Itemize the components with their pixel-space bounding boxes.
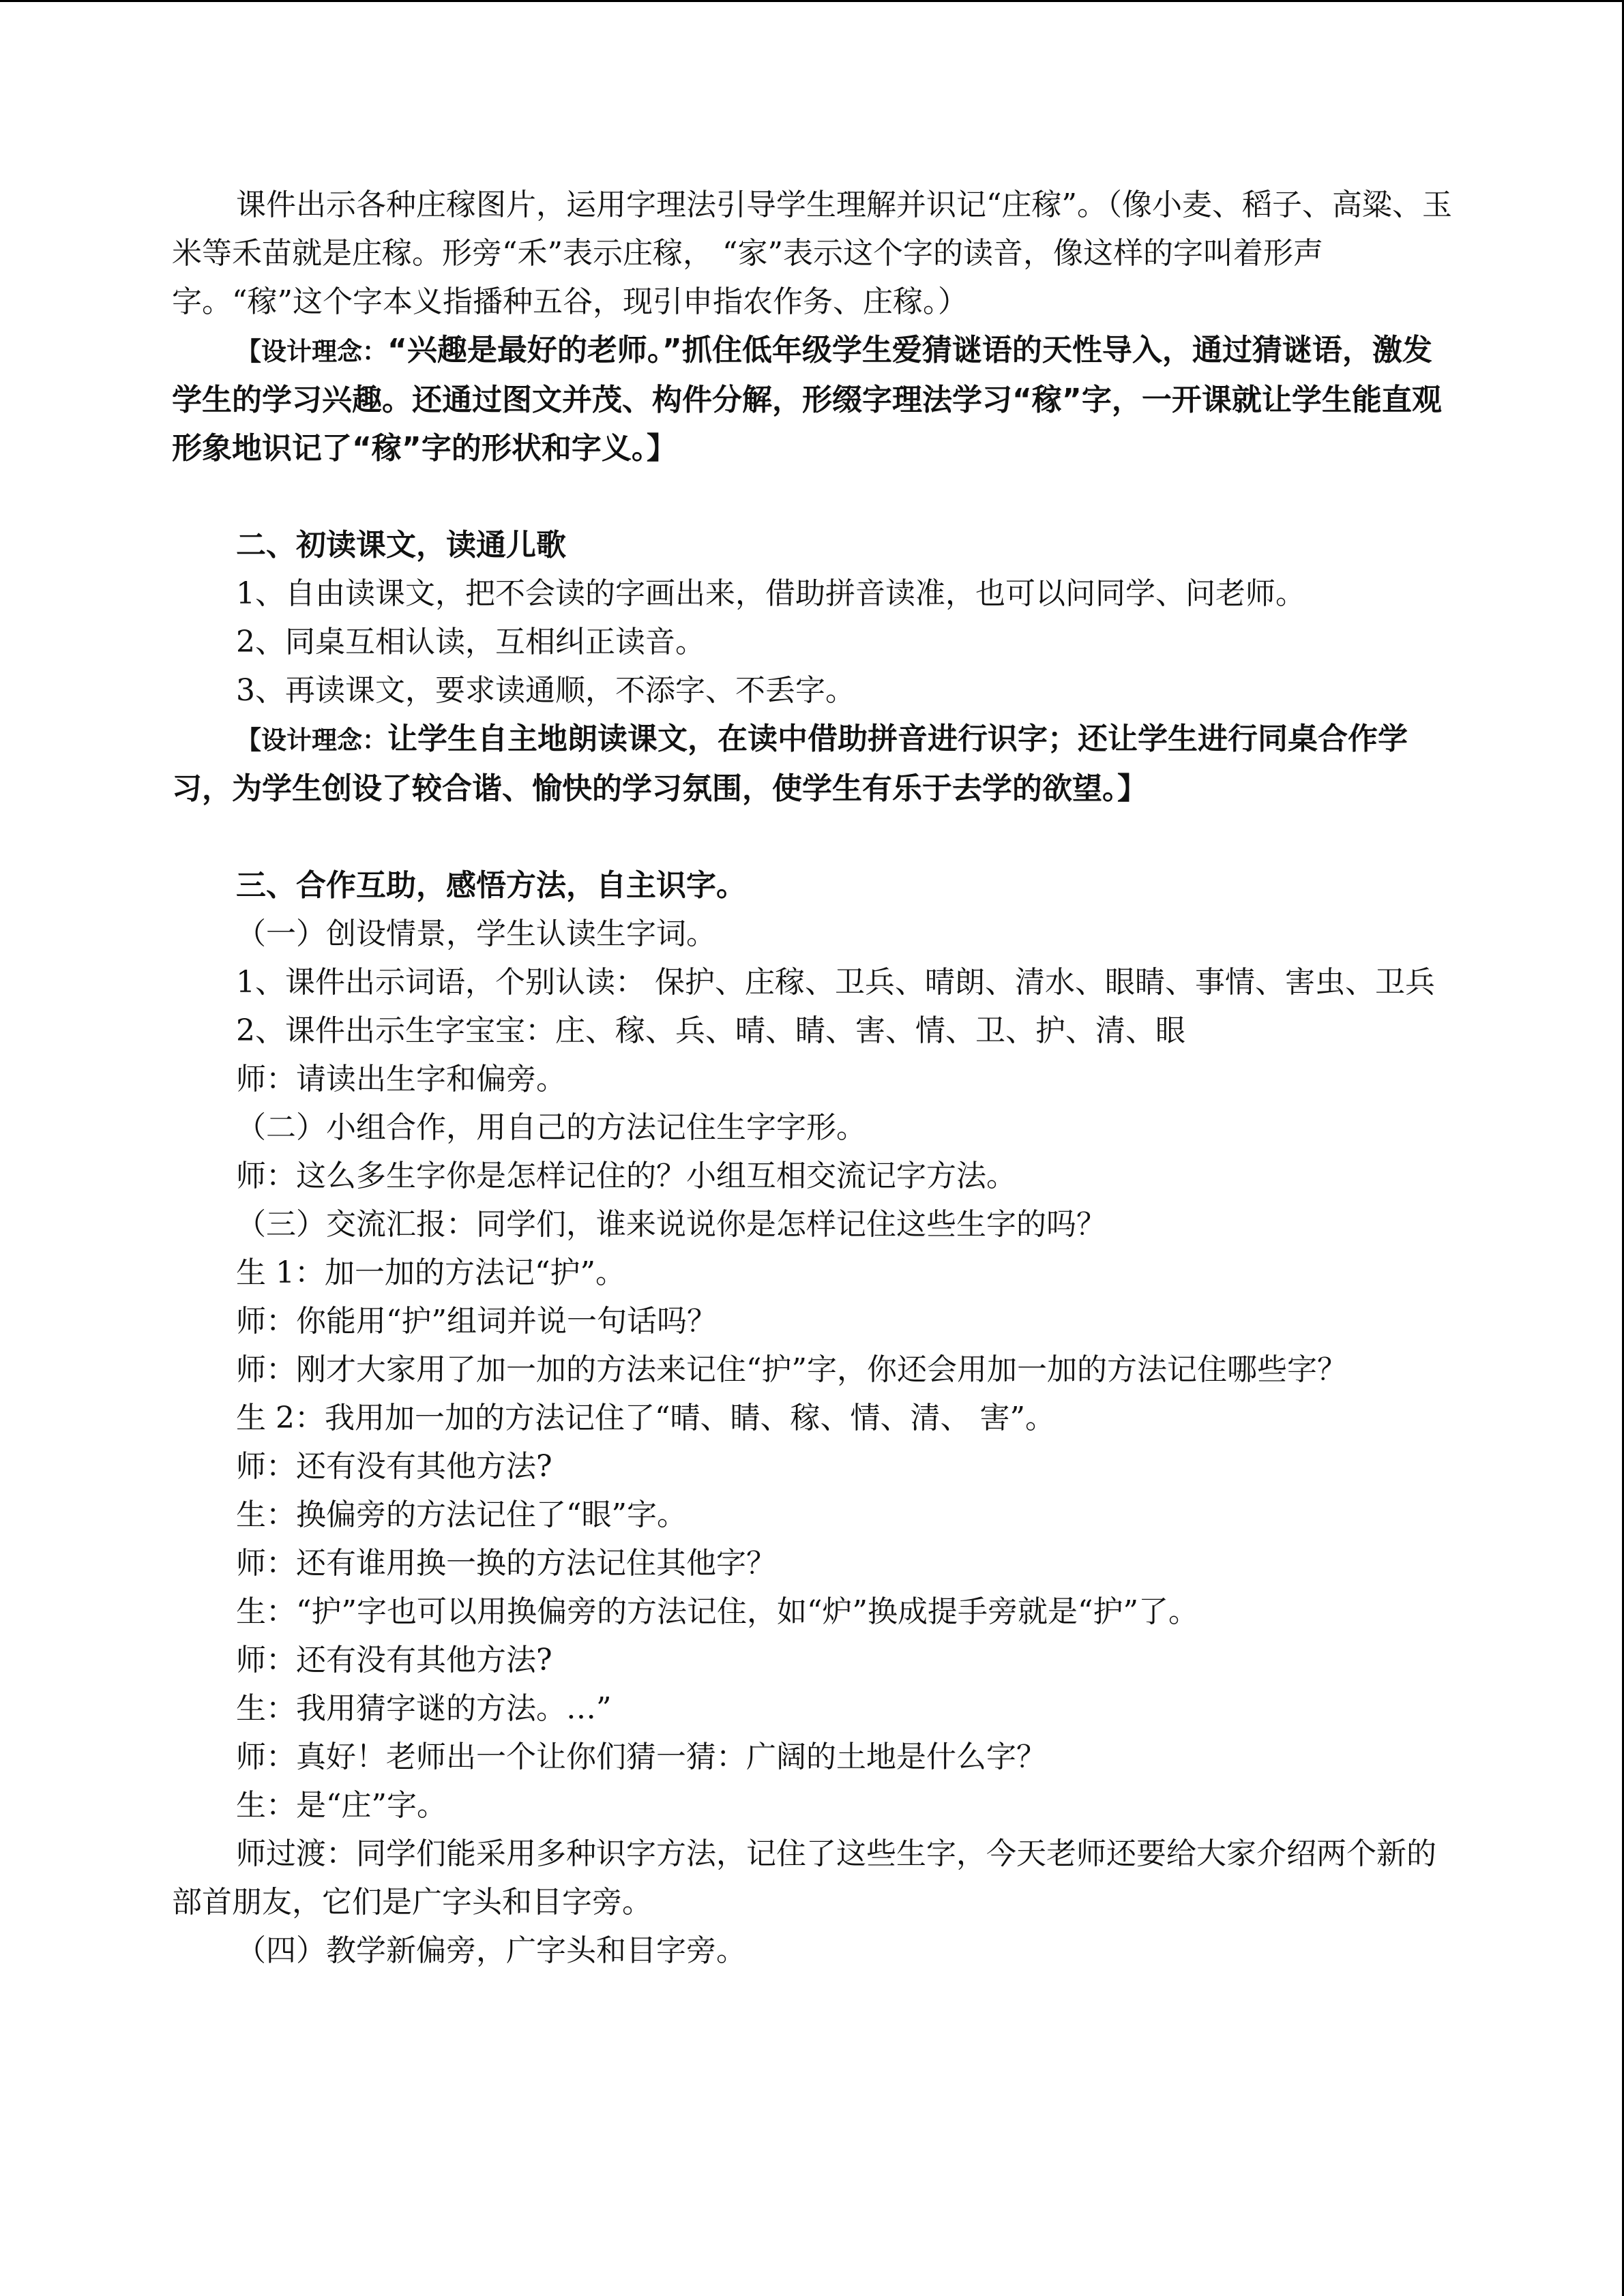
spacer (172, 473, 1454, 521)
design-note-2 (172, 715, 1454, 813)
section-2-line: 2、同桌互相认读，互相纠正读音。 (236, 625, 705, 659)
spacer (172, 813, 1454, 861)
section-3-line: 师过渡：同学们能采用多种识字方法，记住了这些生字，今天老师还要给大家介绍两个新的部首朋友，它们是广字头和目字旁。 (172, 1836, 1436, 1920)
section-3-subheading: （一）创设情景，学生认读生字词。 (236, 916, 716, 951)
section-2-heading: 二、初读课文，读通儿歌 (236, 528, 566, 563)
document-body (172, 181, 1454, 1975)
section-3-line: 生：“护”字也可以用换偏旁的方法记住，如“炉”换成提手旁就是“护”了。 (236, 1594, 1198, 1629)
design-note-2-tag: 【设计理念： (236, 726, 387, 755)
design-note-1-body: “兴趣是最好的老师。”抓住低年级学生爱猜谜语的天性导入，通过猜谜语，激发学生的学习兴趣。还通过图文并茂、构件分解，形缀字理法学习“稼”字，一开课就让学生能直观形象地识记了“稼”字的形状和字义。】 (172, 333, 1442, 466)
section-3-line: 师：你能用“护”组词并说一句话吗？ (236, 1304, 717, 1339)
design-note-1 (172, 326, 1454, 473)
section-3-line: 师：真好！老师出一个让你们猜一猜：广阔的土地是什么字？ (236, 1740, 1046, 1774)
section-3-subheading: （三）交流汇报：同学们，谁来说说你是怎样记住这些生字的吗？ (236, 1207, 1106, 1242)
section-3-line: 生 1：加一加的方法记“护”。 (236, 1255, 625, 1290)
section-3-line: 师：还有谁用换一换的方法记住其他字？ (236, 1546, 776, 1581)
section-3-line: 生：换偏旁的方法记住了“眼”字。 (236, 1497, 687, 1532)
design-note-2-body: 让学生自主地朗读课文，在读中借助拼音进行识字；还让学生进行同桌合作学习，为学生创设了较合谐、愉快的学习氛围，使学生有乐于去学的欲望。】 (172, 721, 1408, 806)
section-3-line: 师：还有没有其他方法? (236, 1449, 552, 1484)
section-2-line: 1、自由读课文，把不会读的字画出来，借助拼音读准，也可以问同学、问老师。 (236, 576, 1305, 611)
section-3-line: 生：我用猜字谜的方法。…” (236, 1691, 612, 1726)
section-3-line: 1、课件出示词语，个别认读： 保护、庄稼、卫兵、晴朗、清水、眼睛、事情、害虫、卫兵 (236, 965, 1435, 1000)
section-3-line: 师：这么多生字你是怎样记住的？小组互相交流记字方法。 (236, 1159, 1016, 1193)
section-3-line: 师：刚才大家用了加一加的方法来记住“护”字，你还会用加一加的方法记住哪些字？ (236, 1352, 1347, 1387)
section-3-line: 2、课件出示生字宝宝：庄、稼、兵、晴、睛、害、情、卫、护、清、眼 (236, 1013, 1185, 1048)
section-2-line: 3、再读课文，要求读通顺，不添字、不丢字。 (236, 673, 855, 708)
section-3-heading: 三、合作互助，感悟方法，自主识字。 (236, 868, 746, 903)
section-3-line: 生 2：我用加一加的方法记住了“晴、睛、稼、情、清、 害”。 (236, 1401, 1055, 1435)
section-3-line: 师：请读出生字和偏旁。 (236, 1062, 566, 1097)
design-note-1-tag: 【设计理念： (236, 337, 387, 366)
section-3-line: 师：还有没有其他方法? (236, 1643, 552, 1678)
intro-paragraph: 课件出示各种庄稼图片，运用字理法引导学生理解并识记“庄稼”。（像小麦、稻子、高粱、玉米等禾苗就是庄稼。形旁“禾”表示庄稼， “家”表示这个字的读音，像这样的字叫着形声字。“稼”这个字本义指播种五谷，现引申指农作务、庄稼。） (172, 188, 1452, 319)
section-3-line: 生：是“庄”字。 (236, 1788, 447, 1823)
section-3-subheading: （二）小组合作，用自己的方法记住生字字形。 (236, 1110, 866, 1145)
section-3-subheading: （四）教学新偏旁，广字头和目字旁。 (236, 1933, 746, 1968)
